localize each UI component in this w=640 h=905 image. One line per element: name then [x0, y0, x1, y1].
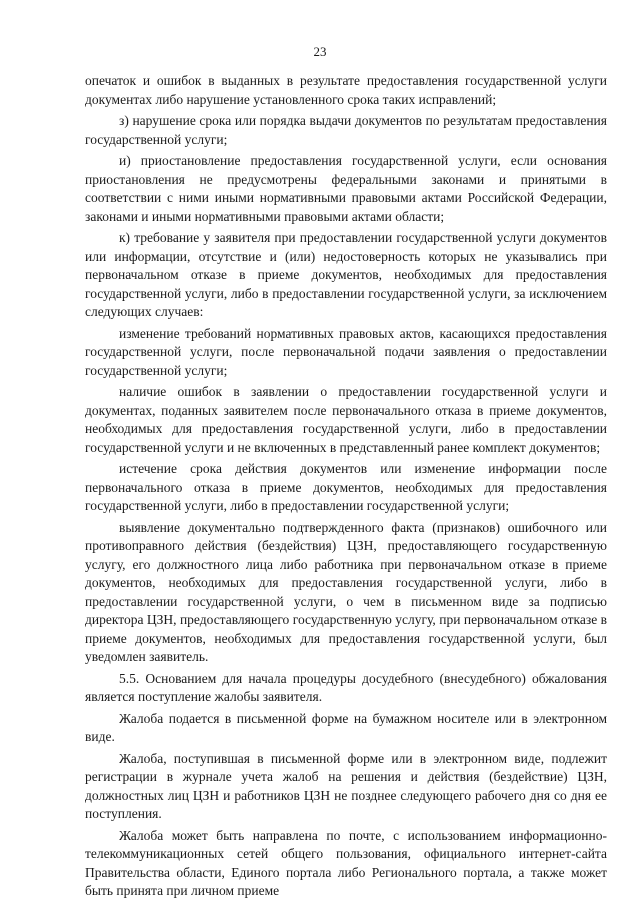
paragraph: к) требование у заявителя при предоставлении государственной услуги документов или информации, отсутствие и (или) недостоверность которых не указывались при первоначальном отказе в приеме документов, необходимых для предоставления государственной услуги, либо в предоставлении государственной услуги, за исключением следующих случаев:	[85, 230, 607, 319]
paragraph: Жалоба может быть направлена по почте, с использованием информационно-телекоммуникационных сетей общего пользования, официального интернет-сайта Правительства области, Единого портала либо Регионального портала, а также может быть принята при личном приеме	[85, 827, 607, 898]
page-number: 23	[313, 44, 327, 59]
paragraph: опечаток и ошибок в выданных в результате предоставления государственной услуги документах либо нарушение установленного срока таких исправлений;	[85, 73, 607, 107]
paragraph: наличие ошибок в заявлении о предоставлении государственной услуги и документах, поданных заявителем после первоначального отказа в приеме документов, необходимых для предоставления государственной услуги, либо в предоставлении государственной услуги и не включенных в представленный ранее комплект документов;	[85, 384, 607, 455]
paragraph: Жалоба, поступившая в письменной форме или в электронном виде, подлежит регистрации в журнале учета жалоб на решения и действия (бездействие) ЦЗН, должностных лиц ЦЗН и работников ЦЗН не позднее следующего рабочего дня со дня ее поступления.	[85, 750, 607, 821]
paragraph: Жалоба подается в письменной форме на бумажном носителе или в электронном виде.	[85, 710, 607, 744]
paragraph: истечение срока действия документов или изменение информации после первоначального отказа в приеме документов, необходимых для предоставления государственной услуги, либо в предоставлении государственной услуги;	[85, 461, 607, 513]
document-body	[85, 72, 607, 904]
paragraph: 5.5. Основанием для начала процедуры досудебного (внесудебного) обжалования является поступление жалобы заявителя.	[85, 670, 607, 704]
paragraph: з) нарушение срока или порядка выдачи документов по результатам предоставления государственной услуги;	[85, 113, 607, 147]
paragraph: и) приостановление предоставления государственной услуги, если основания приостановления не предусмотрены федеральными законами и принятыми в соответствии с ними иными нормативными правовыми актами Российской Федерации, законами и иными нормативными правовыми актами области;	[85, 153, 607, 224]
paragraph: изменение требований нормативных правовых актов, касающихся предоставления государственной услуги, после первоначальной подачи заявления о предоставлении государственной услуги;	[85, 325, 607, 378]
paragraph: выявление документально подтвержденного факта (признаков) ошибочного или противоправного действия (бездействия) ЦЗН, предоставляющего государственную услугу, его должностного лица либо работника при первоначальном отказе в приеме документов, необходимых для предоставления государственной услуги, либо в предоставлении государственной услуги, о чем в письменном виде за подписью директора ЦЗН, предоставляющего государственную услугу, при первоначальном отказе в приеме документов, необходимых для предоставления государственной услуги, был уведомлен заявитель.	[85, 519, 607, 664]
